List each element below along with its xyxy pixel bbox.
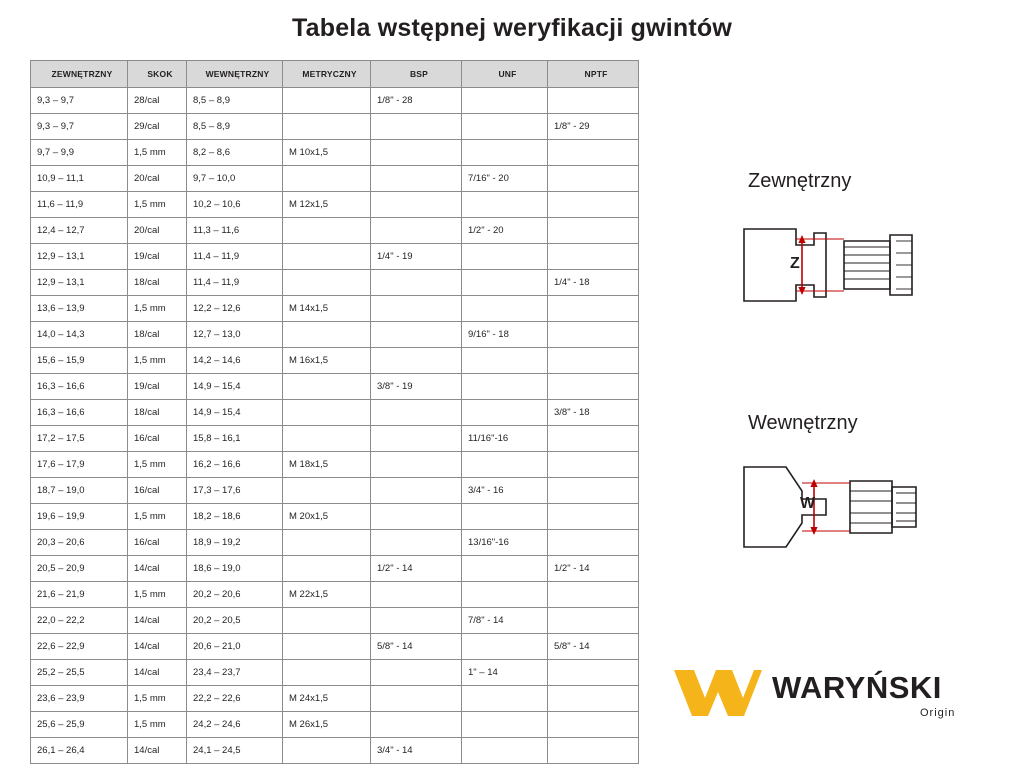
waryinski-w-mark-icon (672, 664, 764, 722)
cell-wewnetrzny: 14,2 – 14,6 (187, 348, 283, 374)
table-row (31, 478, 639, 504)
cell-nptf: 1/2" - 14 (548, 556, 639, 582)
cell-bsp: 3/4" - 14 (371, 738, 462, 764)
cell-wewnetrzny: 23,4 – 23,7 (187, 660, 283, 686)
table-row (31, 738, 639, 764)
brand-tagline: Origin (920, 707, 956, 719)
cell-wewnetrzny: 18,6 – 19,0 (187, 556, 283, 582)
cell-bsp (371, 270, 462, 296)
table-header (31, 61, 639, 88)
cell-nptf (548, 244, 639, 270)
cell-skok: 16/cal (128, 530, 187, 556)
cell-skok: 19/cal (128, 374, 187, 400)
cell-unf: 7/8" - 14 (462, 608, 548, 634)
cell-bsp: 1/4" - 19 (371, 244, 462, 270)
table-row (31, 634, 639, 660)
cell-metryczny (283, 530, 371, 556)
cell-bsp (371, 322, 462, 348)
cell-wewnetrzny: 20,6 – 21,0 (187, 634, 283, 660)
table-row (31, 374, 639, 400)
cell-bsp (371, 686, 462, 712)
table-row (31, 712, 639, 738)
cell-metryczny (283, 374, 371, 400)
cell-zewnetrzny: 26,1 – 26,4 (31, 738, 128, 764)
cell-nptf (548, 166, 639, 192)
cell-nptf (548, 530, 639, 556)
cell-unf (462, 114, 548, 140)
brand-logo (672, 664, 992, 734)
cell-nptf: 3/8" - 18 (548, 400, 639, 426)
cell-unf (462, 296, 548, 322)
cell-skok: 18/cal (128, 270, 187, 296)
cell-zewnetrzny: 20,3 – 20,6 (31, 530, 128, 556)
table-body (31, 88, 639, 764)
cell-unf (462, 634, 548, 660)
cell-unf (462, 400, 548, 426)
cell-zewnetrzny: 22,6 – 22,9 (31, 634, 128, 660)
table-row (31, 270, 639, 296)
cell-wewnetrzny: 8,5 – 8,9 (187, 114, 283, 140)
cell-unf (462, 374, 548, 400)
cell-wewnetrzny: 15,8 – 16,1 (187, 426, 283, 452)
caliper-outer-measurement-icon (740, 205, 940, 325)
cell-wewnetrzny: 18,2 – 18,6 (187, 504, 283, 530)
cell-nptf (548, 608, 639, 634)
cell-wewnetrzny: 24,1 – 24,5 (187, 738, 283, 764)
cell-bsp: 5/8" - 14 (371, 634, 462, 660)
cell-skok: 14/cal (128, 634, 187, 660)
cell-metryczny (283, 400, 371, 426)
cell-skok: 19/cal (128, 244, 187, 270)
cell-zewnetrzny: 23,6 – 23,9 (31, 686, 128, 712)
cell-nptf (548, 738, 639, 764)
dimension-label-w: W (800, 495, 816, 512)
cell-skok: 14/cal (128, 608, 187, 634)
cell-wewnetrzny: 9,7 – 10,0 (187, 166, 283, 192)
cell-unf: 1/2" - 20 (462, 218, 548, 244)
cell-bsp (371, 166, 462, 192)
caliper-inner-measurement-icon (740, 447, 940, 567)
cell-zewnetrzny: 10,9 – 11,1 (31, 166, 128, 192)
threads-table-container (30, 60, 638, 764)
cell-nptf: 5/8" - 14 (548, 634, 639, 660)
cell-zewnetrzny: 19,6 – 19,9 (31, 504, 128, 530)
cell-bsp (371, 348, 462, 374)
cell-nptf (548, 712, 639, 738)
column-header-zewnetrzny: ZEWNĘTRZNY (31, 61, 128, 88)
cell-wewnetrzny: 10,2 – 10,6 (187, 192, 283, 218)
cell-nptf (548, 322, 639, 348)
cell-skok: 1,5 mm (128, 504, 187, 530)
table-row (31, 348, 639, 374)
cell-unf (462, 88, 548, 114)
cell-metryczny: M 24x1,5 (283, 686, 371, 712)
cell-wewnetrzny: 20,2 – 20,6 (187, 582, 283, 608)
cell-nptf (548, 140, 639, 166)
cell-unf (462, 686, 548, 712)
cell-metryczny (283, 556, 371, 582)
cell-zewnetrzny: 11,6 – 11,9 (31, 192, 128, 218)
cell-zewnetrzny: 9,7 – 9,9 (31, 140, 128, 166)
cell-skok: 1,5 mm (128, 712, 187, 738)
table-header-row (31, 61, 639, 88)
cell-bsp (371, 660, 462, 686)
cell-nptf (548, 374, 639, 400)
cell-nptf (548, 192, 639, 218)
cell-bsp (371, 608, 462, 634)
cell-bsp (371, 504, 462, 530)
cell-unf (462, 556, 548, 582)
figure-wewnetrzny (740, 447, 940, 572)
table-row (31, 166, 639, 192)
cell-bsp: 3/8" - 19 (371, 374, 462, 400)
table-row (31, 452, 639, 478)
cell-metryczny (283, 738, 371, 764)
column-header-skok: SKOK (128, 61, 187, 88)
cell-unf (462, 348, 548, 374)
figure-caption-wewnetrzny: Wewnętrzny (748, 412, 858, 434)
cell-nptf (548, 582, 639, 608)
cell-nptf (548, 88, 639, 114)
cell-unf: 7/16" - 20 (462, 166, 548, 192)
cell-wewnetrzny: 18,9 – 19,2 (187, 530, 283, 556)
cell-skok: 29/cal (128, 114, 187, 140)
cell-metryczny: M 12x1,5 (283, 192, 371, 218)
cell-nptf: 1/8" - 29 (548, 114, 639, 140)
cell-bsp (371, 582, 462, 608)
column-header-unf: UNF (462, 61, 548, 88)
table-row (31, 114, 639, 140)
cell-skok: 1,5 mm (128, 348, 187, 374)
cell-bsp (371, 400, 462, 426)
cell-skok: 16/cal (128, 478, 187, 504)
cell-zewnetrzny: 12,4 – 12,7 (31, 218, 128, 244)
cell-metryczny (283, 270, 371, 296)
cell-zewnetrzny: 15,6 – 15,9 (31, 348, 128, 374)
cell-zewnetrzny: 18,7 – 19,0 (31, 478, 128, 504)
cell-bsp (371, 218, 462, 244)
cell-nptf: 1/4" - 18 (548, 270, 639, 296)
table-row (31, 192, 639, 218)
cell-wewnetrzny: 11,3 – 11,6 (187, 218, 283, 244)
cell-metryczny (283, 426, 371, 452)
cell-nptf (548, 660, 639, 686)
cell-bsp (371, 114, 462, 140)
cell-skok: 28/cal (128, 88, 187, 114)
cell-skok: 1,5 mm (128, 686, 187, 712)
cell-skok: 18/cal (128, 322, 187, 348)
cell-bsp (371, 712, 462, 738)
brand-name: WARYŃSKI (772, 670, 942, 705)
cell-nptf (548, 426, 639, 452)
cell-unf (462, 504, 548, 530)
cell-wewnetrzny: 22,2 – 22,6 (187, 686, 283, 712)
table-row (31, 582, 639, 608)
cell-metryczny (283, 478, 371, 504)
cell-unf (462, 140, 548, 166)
cell-metryczny: M 16x1,5 (283, 348, 371, 374)
cell-unf: 1" – 14 (462, 660, 548, 686)
cell-wewnetrzny: 14,9 – 15,4 (187, 374, 283, 400)
cell-skok: 1,5 mm (128, 452, 187, 478)
table-row (31, 530, 639, 556)
cell-zewnetrzny: 16,3 – 16,6 (31, 374, 128, 400)
cell-zewnetrzny: 12,9 – 13,1 (31, 270, 128, 296)
cell-zewnetrzny: 20,5 – 20,9 (31, 556, 128, 582)
table-row (31, 400, 639, 426)
cell-unf: 9/16" - 18 (462, 322, 548, 348)
cell-wewnetrzny: 8,5 – 8,9 (187, 88, 283, 114)
cell-skok: 14/cal (128, 556, 187, 582)
cell-nptf (548, 348, 639, 374)
cell-wewnetrzny: 16,2 – 16,6 (187, 452, 283, 478)
cell-metryczny (283, 218, 371, 244)
cell-bsp (371, 296, 462, 322)
cell-metryczny: M 14x1,5 (283, 296, 371, 322)
table-row (31, 660, 639, 686)
cell-nptf (548, 686, 639, 712)
cell-metryczny (283, 322, 371, 348)
cell-metryczny (283, 608, 371, 634)
table-row (31, 556, 639, 582)
cell-nptf (548, 452, 639, 478)
cell-nptf (548, 504, 639, 530)
table-row (31, 686, 639, 712)
cell-skok: 1,5 mm (128, 582, 187, 608)
cell-zewnetrzny: 14,0 – 14,3 (31, 322, 128, 348)
threads-table (30, 60, 639, 764)
cell-bsp (371, 426, 462, 452)
cell-skok: 16/cal (128, 426, 187, 452)
cell-metryczny: M 26x1,5 (283, 712, 371, 738)
cell-skok: 20/cal (128, 218, 187, 244)
cell-metryczny (283, 88, 371, 114)
table-row (31, 504, 639, 530)
cell-zewnetrzny: 13,6 – 13,9 (31, 296, 128, 322)
dimension-label-z: Z (790, 255, 800, 272)
cell-skok: 1,5 mm (128, 192, 187, 218)
cell-unf: 3/4" - 16 (462, 478, 548, 504)
cell-wewnetrzny: 12,2 – 12,6 (187, 296, 283, 322)
cell-bsp (371, 140, 462, 166)
cell-zewnetrzny: 17,6 – 17,9 (31, 452, 128, 478)
cell-bsp (371, 530, 462, 556)
cell-metryczny (283, 166, 371, 192)
cell-zewnetrzny: 9,3 – 9,7 (31, 88, 128, 114)
figure-caption-zewnetrzny: Zewnętrzny (748, 170, 852, 192)
cell-bsp (371, 192, 462, 218)
cell-bsp: 1/2" - 14 (371, 556, 462, 582)
cell-zewnetrzny: 25,2 – 25,5 (31, 660, 128, 686)
cell-wewnetrzny: 8,2 – 8,6 (187, 140, 283, 166)
cell-wewnetrzny: 24,2 – 24,6 (187, 712, 283, 738)
cell-metryczny: M 22x1,5 (283, 582, 371, 608)
table-row (31, 88, 639, 114)
cell-unf (462, 244, 548, 270)
cell-unf (462, 452, 548, 478)
table-row (31, 608, 639, 634)
cell-unf (462, 582, 548, 608)
cell-zewnetrzny: 25,6 – 25,9 (31, 712, 128, 738)
cell-metryczny (283, 660, 371, 686)
cell-metryczny (283, 114, 371, 140)
cell-unf: 11/16"-16 (462, 426, 548, 452)
column-header-nptf: NPTF (548, 61, 639, 88)
table-row (31, 426, 639, 452)
cell-metryczny: M 18x1,5 (283, 452, 371, 478)
cell-wewnetrzny: 11,4 – 11,9 (187, 244, 283, 270)
table-row (31, 140, 639, 166)
cell-bsp: 1/8" - 28 (371, 88, 462, 114)
cell-skok: 14/cal (128, 738, 187, 764)
cell-bsp (371, 452, 462, 478)
cell-unf (462, 738, 548, 764)
cell-zewnetrzny: 9,3 – 9,7 (31, 114, 128, 140)
cell-zewnetrzny: 21,6 – 21,9 (31, 582, 128, 608)
cell-nptf (548, 478, 639, 504)
cell-wewnetrzny: 11,4 – 11,9 (187, 270, 283, 296)
cell-wewnetrzny: 17,3 – 17,6 (187, 478, 283, 504)
cell-skok: 20/cal (128, 166, 187, 192)
figure-zewnetrzny (740, 205, 940, 330)
cell-unf (462, 270, 548, 296)
cell-zewnetrzny: 12,9 – 13,1 (31, 244, 128, 270)
cell-wewnetrzny: 20,2 – 20,5 (187, 608, 283, 634)
cell-unf (462, 192, 548, 218)
cell-skok: 14/cal (128, 660, 187, 686)
cell-wewnetrzny: 12,7 – 13,0 (187, 322, 283, 348)
cell-nptf (548, 296, 639, 322)
cell-skok: 1,5 mm (128, 296, 187, 322)
column-header-wewnetrzny: WEWNĘTRZNY (187, 61, 283, 88)
column-header-bsp: BSP (371, 61, 462, 88)
cell-nptf (548, 218, 639, 244)
cell-metryczny (283, 634, 371, 660)
cell-metryczny: M 20x1,5 (283, 504, 371, 530)
cell-bsp (371, 478, 462, 504)
cell-metryczny: M 10x1,5 (283, 140, 371, 166)
cell-zewnetrzny: 16,3 – 16,6 (31, 400, 128, 426)
cell-unf (462, 712, 548, 738)
table-row (31, 296, 639, 322)
cell-zewnetrzny: 22,0 – 22,2 (31, 608, 128, 634)
cell-zewnetrzny: 17,2 – 17,5 (31, 426, 128, 452)
table-row (31, 244, 639, 270)
table-row (31, 322, 639, 348)
cell-metryczny (283, 244, 371, 270)
cell-skok: 18/cal (128, 400, 187, 426)
table-row (31, 218, 639, 244)
cell-wewnetrzny: 14,9 – 15,4 (187, 400, 283, 426)
cell-unf: 13/16"-16 (462, 530, 548, 556)
page-title: Tabela wstępnej weryfikacji gwintów (292, 14, 732, 42)
cell-skok: 1,5 mm (128, 140, 187, 166)
column-header-metryczny: METRYCZNY (283, 61, 371, 88)
